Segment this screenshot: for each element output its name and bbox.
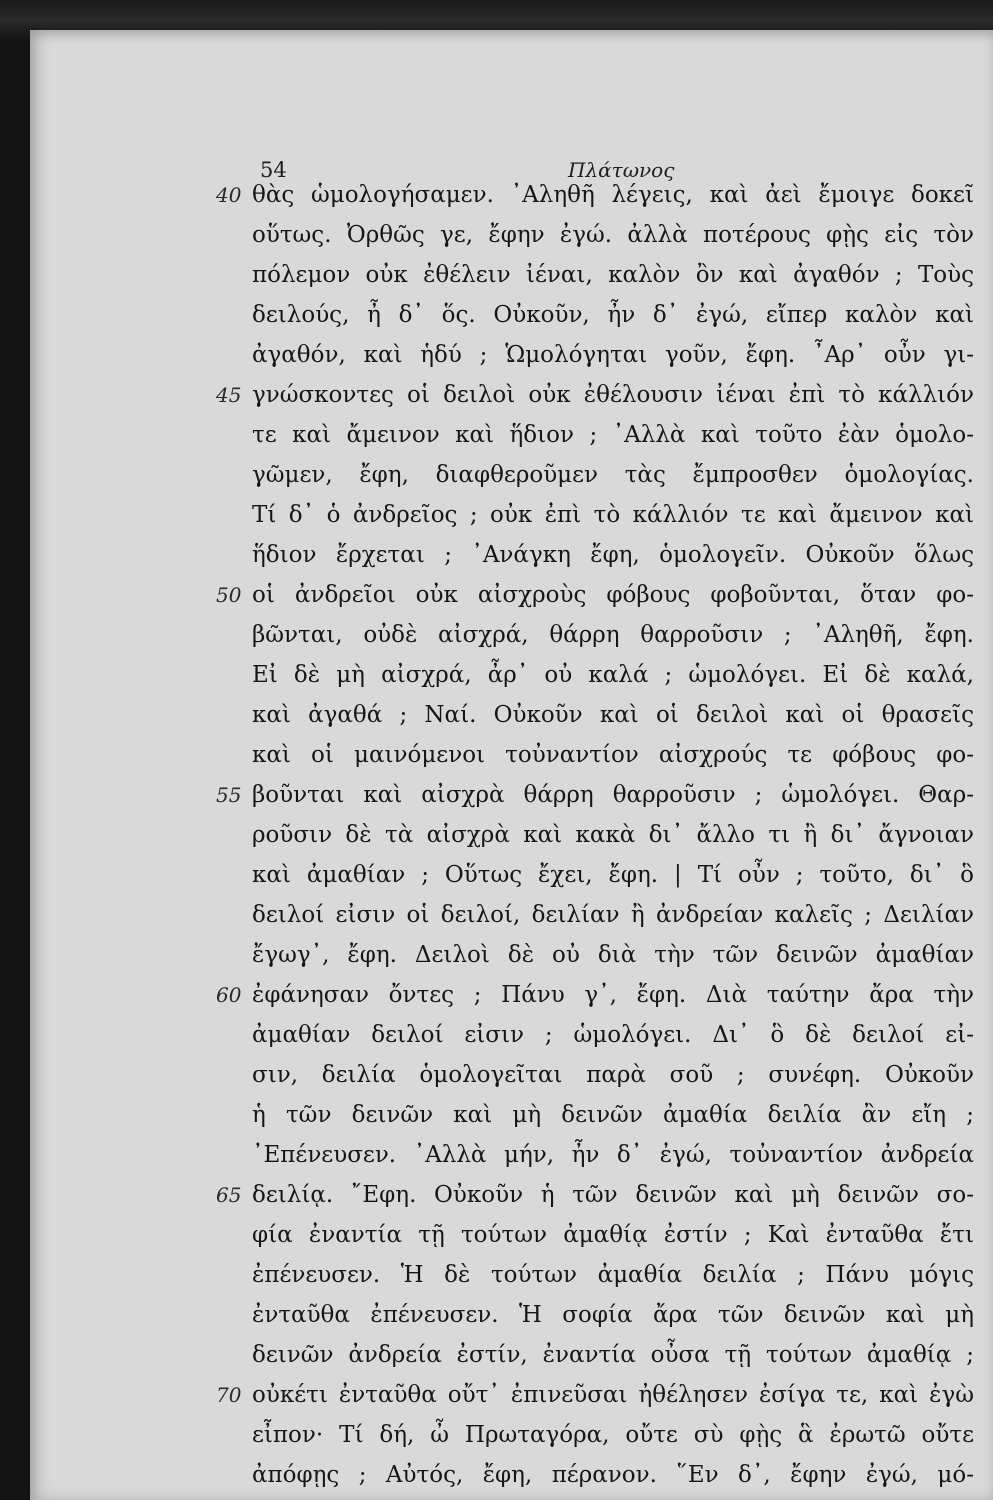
- text-line: ἐπένευσεν. Ἡ δὲ τούτων ἀμαθία δειλία ; Πάνυ μόγις: [252, 1262, 974, 1288]
- text-line: τε καὶ ἄμεινον καὶ ἥδιον ; ᾿Αλλὰ καὶ τοῦτο ἐὰν ὁμολο-: [252, 422, 974, 448]
- text-line: ροῦσιν δὲ τὰ αἰσχρὰ καὶ κακὰ δι᾿ ἄλλο τι ἢ δι᾿ ἄγνοιαν: [252, 822, 974, 848]
- line-number: 45: [216, 383, 242, 407]
- line-number: 40: [216, 183, 242, 207]
- text-line: Τί δ᾿ ὁ ἀνδρεῖος ; οὐκ ἐπὶ τὸ κάλλιόν τε καὶ ἄμεινον καὶ: [252, 502, 974, 528]
- text-line: ᾿Επένευσεν. ᾿Αλλὰ μήν, ἦν δ᾿ ἐγώ, τοὐναντίον ἀνδρεία: [252, 1142, 974, 1168]
- line-number: 50: [216, 583, 242, 607]
- text-line: ἔγωγ᾿, ἔφη. Δειλοὶ δὲ οὐ διὰ τὴν τῶν δεινῶν ἀμαθίαν: [252, 942, 974, 968]
- text-line: θὰς ὡμολογήσαμεν. ᾿Αληθῆ λέγεις, καὶ ἀεὶ ἔμοιγε δοκεῖ: [252, 182, 974, 208]
- text-line: δειλοί εἰσιν οἱ δειλοί, δειλίαν ἢ ἀνδρείαν καλεῖς ; Δειλίαν: [252, 902, 974, 928]
- text-line: καὶ ἀμαθίαν ; Οὕτως ἔχει, ἔφη. | Τί οὖν ; τοῦτο, δι᾿ ὃ: [252, 862, 974, 888]
- text-line: ἀγαθόν, καὶ ἡδύ ; Ὡμολόγηται γοῦν, ἔφη. ῏Αρ᾿ οὖν γι-: [252, 342, 974, 368]
- line-number: 70: [216, 1383, 242, 1407]
- line-number: 65: [216, 1183, 242, 1207]
- text-line: σιν, δειλία ὁμολογεῖται παρὰ σοῦ ; συνέφη. Οὐκοῦν: [252, 1062, 974, 1088]
- text-line: δειλίᾳ. ῎Εφη. Οὐκοῦν ἡ τῶν δεινῶν καὶ μὴ δεινῶν σο-: [252, 1182, 974, 1208]
- text-line: ἡ τῶν δεινῶν καὶ μὴ δεινῶν ἀμαθία δειλία ἂν εἴη ;: [252, 1102, 974, 1128]
- line-number: 60: [216, 983, 242, 1007]
- text-line: ἀπόφῃς ; Αὐτός, ἔφη, πέρανον. ῞Εν δ᾿, ἔφην ἐγώ, μό-: [252, 1462, 974, 1488]
- text-line: ἥδιον ἔρχεται ; ᾿Ανάγκη ἔφη, ὁμολογεῖν. Οὐκοῦν ὅλως: [252, 542, 974, 568]
- text-line: φία ἐναντία τῇ τούτων ἀμαθίᾳ ἐστίν ; Καὶ ἐνταῦθα ἔτι: [252, 1222, 974, 1248]
- text-line: εἶπον· Τί δή, ὦ Πρωταγόρα, οὔτε σὺ φῂς ἃ ἐρωτῶ οὔτε: [252, 1422, 974, 1448]
- text-line: βοῦνται καὶ αἰσχρὰ θάρρη θαρροῦσιν ; ὡμολόγει. Θαρ-: [252, 782, 974, 808]
- book-page: [30, 30, 993, 1500]
- text-line: ἐνταῦθα ἐπένευσεν. Ἡ σοφία ἄρα τῶν δεινῶν καὶ μὴ: [252, 1302, 974, 1328]
- text-line: οὕτως. Ὀρθῶς γε, ἔφην ἐγώ. ἀλλὰ ποτέρους φῂς εἰς τὸν: [252, 222, 974, 248]
- text-line: ἀμαθίαν δειλοί εἰσιν ; ὡμολόγει. Δι᾿ ὃ δὲ δειλοί εἰ-: [252, 1022, 974, 1048]
- text-line: ἐφάνησαν ὄντες ; Πάνυ γ᾿, ἔφη. Διὰ ταύτην ἄρα τὴν: [252, 982, 974, 1008]
- text-line: οὐκέτι ἐνταῦθα οὔτ᾿ ἐπινεῦσαι ἠθέλησεν ἐσίγα τε, καὶ ἐγὼ: [252, 1382, 974, 1408]
- text-line: δειλούς, ἦ δ᾿ ὅς. Οὐκοῦν, ἦν δ᾿ ἐγώ, εἴπερ καλὸν καὶ: [252, 302, 974, 328]
- text-line: οἱ ἀνδρεῖοι οὐκ αἰσχροὺς φόβους φοβοῦνται, ὅταν φο-: [252, 582, 974, 608]
- text-line: γῶμεν, ἔφη, διαφθεροῦμεν τὰς ἔμπροσθεν ὁμολογίας.: [252, 462, 974, 488]
- text-line: καὶ οἱ μαινόμενοι τοὐναντίον αἰσχρούς τε φόβους φο-: [252, 742, 974, 768]
- text-line: βῶνται, οὐδὲ αἰσχρά, θάρρη θαρροῦσιν ; ᾿Αληθῆ, ἔφη.: [252, 622, 974, 648]
- text-line: πόλεμον οὐκ ἐθέλειν ἰέναι, καλὸν ὂν καὶ ἀγαθόν ; Τοὺς: [252, 262, 974, 288]
- text-line: Εἰ δὲ μὴ αἰσχρά, ἆρ᾿ οὐ καλά ; ὡμολόγει. Εἰ δὲ καλά,: [252, 662, 974, 688]
- page-number: 54: [260, 158, 287, 182]
- line-number: 55: [216, 783, 242, 807]
- text-line: καὶ ἀγαθά ; Ναί. Οὐκοῦν καὶ οἱ δειλοὶ καὶ οἱ θρασεῖς: [252, 702, 974, 728]
- running-title: Πλάτωνος: [568, 158, 675, 182]
- text-line: δεινῶν ἀνδρεία ἐστίν, ἐναντία οὖσα τῇ τούτων ἀμαθίᾳ ;: [252, 1342, 974, 1368]
- text-line: γνώσκοντες οἱ δειλοὶ οὐκ ἐθέλουσιν ἰέναι ἐπὶ τὸ κάλλιόν: [252, 382, 974, 408]
